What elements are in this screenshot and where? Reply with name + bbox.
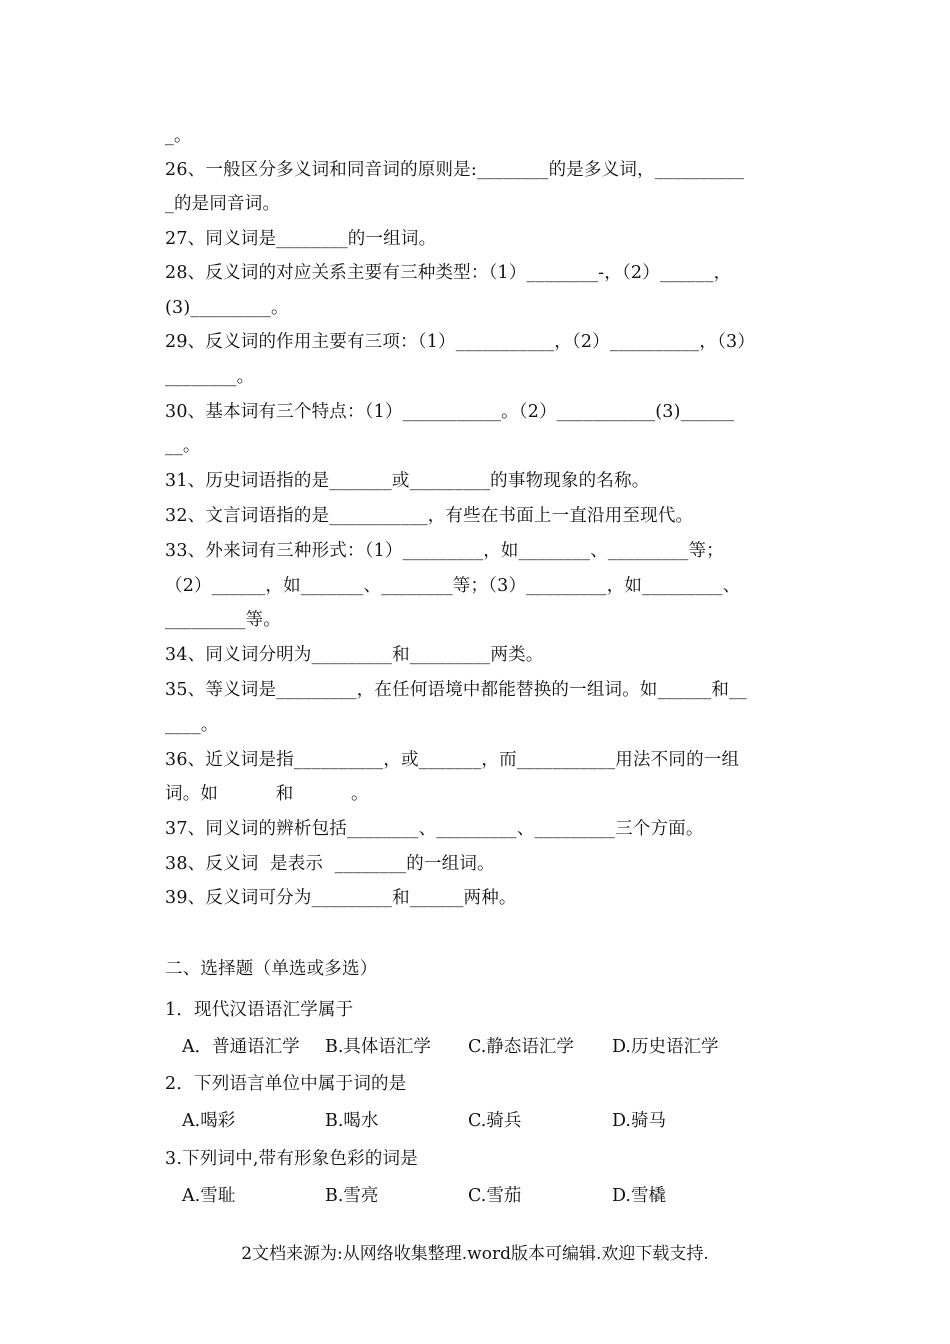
question-28: 28、反义词的对应关系主要有三种类型：（1）________-，（2）______， [165, 263, 732, 283]
mc-question-2-option-d: D.骑马 [612, 1111, 666, 1131]
mc-question-3-option-d: D.雪橇 [612, 1186, 666, 1206]
page-footer: 2文档来源为:从网络收集整理.word版本可编辑.欢迎下载支持. [241, 1244, 709, 1264]
mc-question-3-option-c: C.雪茄 [468, 1186, 522, 1206]
question-29: 29、反义词的作用主要有三项：（1）___________，（2）__________，（3） [165, 332, 756, 352]
question-35-cont: ____。 [165, 715, 219, 735]
question-33-cont-1: （2）______，如_______、________等；（3）_________，如_________、 [165, 576, 741, 596]
question-35: 35、等义词是_________，在任何语境中都能替换的一组词。如______和__ [165, 680, 747, 700]
question-26-cont: _的是同音词。 [165, 194, 281, 214]
mc-question-2-option-c: C.骑兵 [468, 1111, 522, 1131]
question-31: 31、历史词语指的是_______或_________的事物现象的名称。 [165, 471, 650, 491]
question-32: 32、文言词语指的是___________，有些在书面上一直沿用至现代。 [165, 506, 694, 526]
question-30: 30、基本词有三个特点：（1）___________。（2）___________(3)______ [165, 402, 735, 422]
mc-question-2-stem: 2．下列语言单位中属于词的是 [165, 1074, 407, 1094]
mc-question-1-option-c: C.静态语汇学 [468, 1037, 574, 1057]
question-26: 26、一般区分多义词和同音词的原则是:________的是多义词，__________ [165, 160, 745, 180]
question-37: 37、同义词的辨析包括________、_________、_________三个方面。 [165, 819, 704, 839]
question-33: 33、外来词有三种形式：（1）_________，如________、_________等； [165, 541, 724, 561]
question-30-cont: __。 [165, 436, 201, 456]
mc-question-1-option-b: B.具体语汇学 [325, 1037, 431, 1057]
mc-question-2-option-b: B.喝水 [325, 1111, 379, 1131]
section-title: 二、选择题（单选或多选） [165, 959, 378, 979]
mc-question-3-stem: 3.下列词中,带有形象色彩的词是 [165, 1149, 418, 1169]
question-33-cont-2: _________等。 [165, 610, 281, 630]
mc-question-1-stem: 1．现代汉语语汇学属于 [165, 1000, 354, 1020]
question-34: 34、同义词分明为_________和_________两类。 [165, 645, 544, 665]
question-39: 39、反义词可分为_________和______两种。 [165, 888, 517, 908]
mc-question-2-option-a: A.喝彩 [182, 1111, 236, 1131]
mc-question-1-option-d: D.历史语汇学 [612, 1037, 719, 1057]
question-29-cont: ________。 [165, 367, 255, 387]
mc-question-3-option-a: A.雪耻 [182, 1186, 236, 1206]
question-27: 27、同义词是________的一组词。 [165, 229, 437, 249]
question-36: 36、近义词是指__________，或_______，而___________用法不同的一组 [165, 750, 740, 770]
question-38: 38、反义词 是表示 ________的一组词。 [165, 854, 495, 874]
mc-question-3-option-b: B.雪亮 [325, 1186, 379, 1206]
question-28-cont: (3)_________。 [165, 298, 289, 318]
mc-question-1-option-a: A．普通语汇学 [182, 1037, 300, 1057]
fill-line-25-tail: _。 [165, 126, 192, 146]
question-36-cont: 词。如 和 。 [165, 784, 369, 804]
